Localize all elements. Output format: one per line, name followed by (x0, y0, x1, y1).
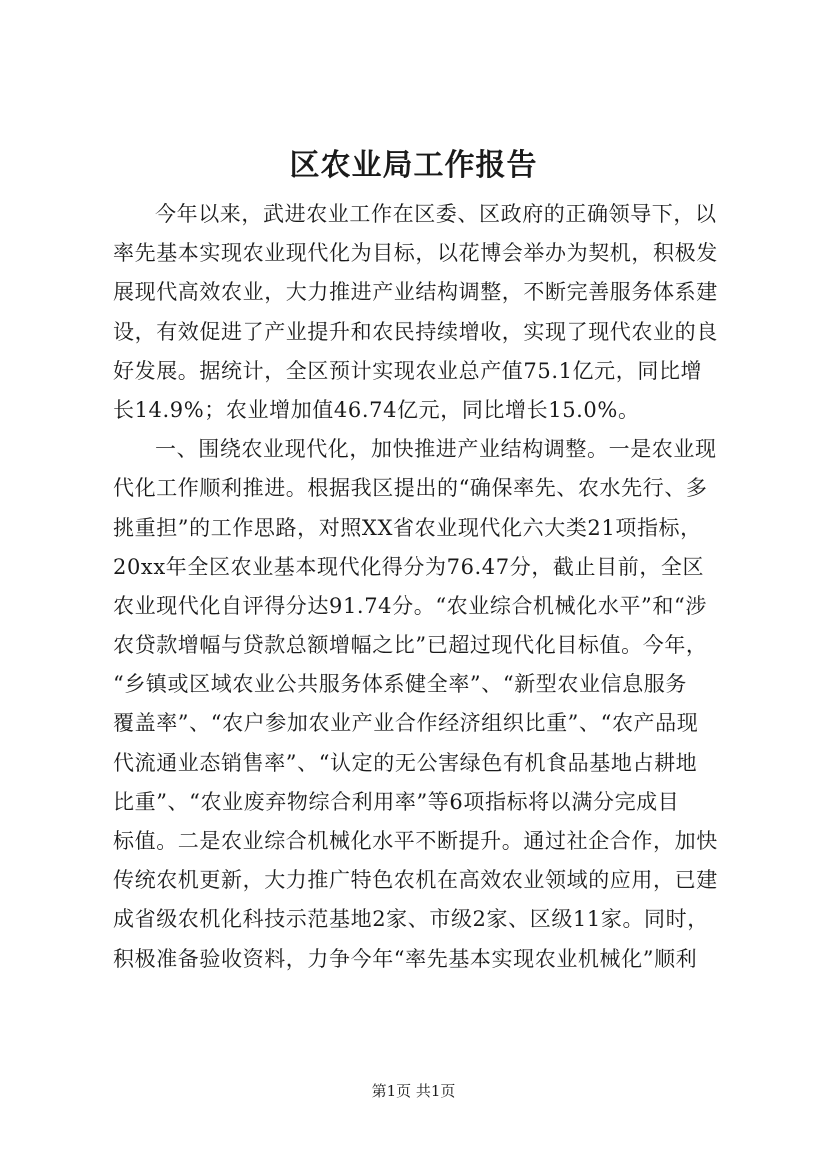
paragraph-line: 率先基本实现农业现代化为目标，以花博会举办为契机，积极发 (113, 241, 718, 266)
paragraph-line: 农贷款增幅与贷款总额增幅之比”已超过现代化目标值。今年， (113, 633, 708, 658)
paragraph-line: “乡镇或区域农业公共服务体系健全率”、“新型农业信息服务 (113, 672, 688, 697)
paragraph-line: 设，有效促进了产业提升和农民持续增收，实现了现代农业的良 (113, 319, 718, 344)
paragraph-line: 农业现代化自评得分达91.74分。“农业综合机械化水平”和“涉 (113, 593, 707, 618)
page-footer: 第1页 共1页 (371, 1082, 456, 1100)
document-body (113, 195, 718, 979)
document-title: 区农业局工作报告 (289, 148, 538, 183)
paragraph-line: 传统农机更新，大力推广特色农机在高效农业领域的应用，已建 (113, 868, 718, 893)
paragraph-line: 积极准备验收资料，力争今年“率先基本实现农业机械化”顺利 (113, 946, 698, 971)
paragraph-line: 20xx年全区农业基本现代化得分为76.47分，截止目前，全区 (113, 554, 705, 579)
paragraph-line: 长14.9%；农业增加值46.74亿元，同比增长15.0%。 (113, 397, 640, 422)
paragraph-line: 标值。二是农业综合机械化水平不断提升。通过社企合作，加快 (113, 829, 718, 853)
paragraph-line: 今年以来，武进农业工作在区委、区政府的正确领导下，以 (155, 202, 717, 226)
paragraph-line: 覆盖率”、“农户参加农业产业合作经济组织比重”、“农产品现 (113, 711, 699, 736)
paragraph-line: 展现代高效农业，大力推进产业结构调整，不断完善服务体系建 (113, 280, 718, 305)
paragraph-line: 比重”、“农业废弃物综合利用率”等6项指标将以满分完成目 (113, 789, 680, 814)
paragraph-line: 挑重担”的工作思路，对照XX省农业现代化六大类21项指标， (113, 515, 702, 540)
paragraph-line: 好发展。据统计，全区预计实现农业总产值75.1亿元，同比增 (113, 358, 703, 383)
paragraph-line: 代流通业态销售率”、“认定的无公害绿色有机食品基地占耕地 (113, 750, 698, 775)
paragraph-line: 成省级农机化科技示范基地2家、市级2家、区级11家。同时， (113, 907, 709, 932)
paragraph-line: 一、围绕农业现代化，加快推进产业结构调整。一是农业现 (155, 437, 717, 462)
paragraph-line: 代化工作顺利推进。根据我区提出的“确保率先、农水先行、多 (113, 476, 708, 501)
